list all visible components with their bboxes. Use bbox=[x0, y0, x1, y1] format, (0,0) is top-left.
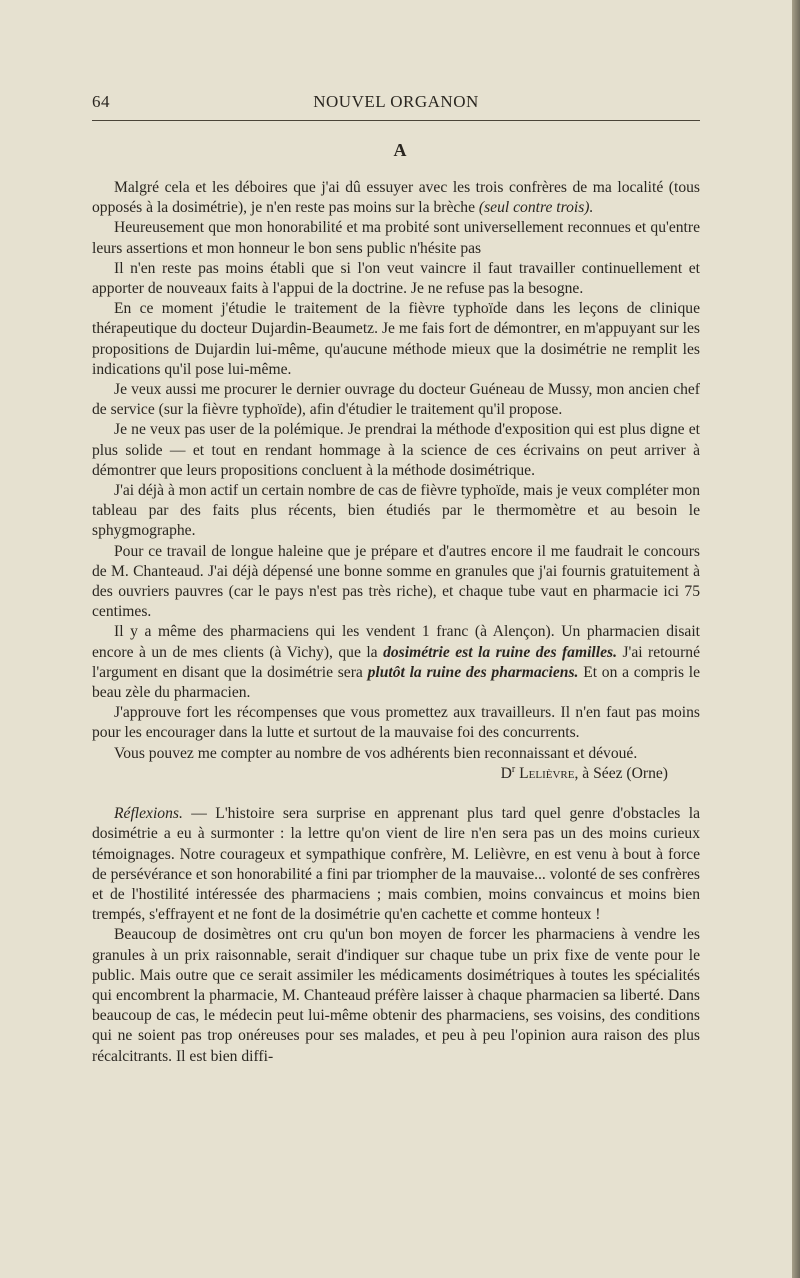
emphasis: plutôt la ruine des pharmaciens. bbox=[367, 663, 579, 681]
paragraph: Malgré cela et les déboires que j'ai dû essuyer avec les trois confrères de ma localité (tous opposés à la dosimétrie), je n'en reste pas moins sur la brèche (seul contre trois). bbox=[92, 179, 700, 217]
reflexions-label: Réflexions. bbox=[114, 805, 183, 823]
emphasis: (seul contre trois). bbox=[478, 199, 594, 217]
paragraph: J'approuve fort les récompenses que vous promettez aux travailleurs. Il n'en faut pas moins pour les encourager dans la lutte et surtout de la mauvaise foi des concurrents. bbox=[92, 704, 700, 742]
paragraph: Pour ce travail de longue haleine que je prépare et d'autres encore il me faudrait le concours de M. Chanteaud. J'ai déjà dépensé une bonne somme en granules que j'ai fournis gratuitement à des ouvriers pauvres (car le pays n'est pas très riche), et chaque tube vaut en pharmacie ici 75 centimes. bbox=[92, 542, 700, 621]
signature: $D^r$ Lelièvre, à Séez (Orne) bbox=[500, 763, 668, 782]
paragraph: Il n'en reste pas moins établi que si l'on veut vaincre il faut travailler continuellement et apporter de nouveaux faits à l'appui de la doctrine. Je ne refuse pas la besogne. bbox=[92, 259, 700, 298]
paragraph: Heureusement que mon honorabilité et ma probité sont universellement reconnues et qu'entre leurs assertions et mon honneur le bon sens public n'hésite pas bbox=[92, 219, 700, 257]
paragraph: J'ai déjà à mon actif un certain nombre de cas de fièvre typhoïde, mais je veux compléter mon tableau par des faits plus récents, bien étudiés par le thermomètre et au besoin le sphygmographe. bbox=[92, 482, 700, 540]
page-edge bbox=[792, 0, 800, 1278]
running-title: NOUVEL ORGANON bbox=[313, 92, 479, 111]
page-number: 64 bbox=[92, 92, 110, 111]
paragraph: Je ne veux pas user de la polémique. Je prendrai la méthode d'exposition qui est plus digne et plus solide — et tout en rendant hommage à la science de ces écrivains on peut arriver à démontrer que leurs propositions concluent à la méthode dosimétrique. bbox=[92, 421, 700, 479]
emphasis: dosimétrie est la ruine des familles. bbox=[383, 643, 617, 661]
author-name: Lelièvre bbox=[519, 764, 575, 782]
header-rule bbox=[92, 120, 700, 121]
paragraph: Je veux aussi me procurer le dernier ouvrage du docteur Guéneau de Mussy, mon ancien chef de service (sur la fièvre typhoïde), afin d'étudier le traitement qu'il propose. bbox=[92, 381, 700, 419]
reflexions-paragraph: Réflexions. — L'histoire sera surprise en apprenant plus tard quel genre d'obstacles la dosimétrie a eu à surmonter : la lettre qu'on vient de lire n'en sera pas un des moins curieux témoignages. Notre courageux et sympathique confrère, M. Lelièvre, en est venu à bout à force de persévérance et son honorabilité a fini par triompher de la mauvaise... volonté de ses confrères et de l'hostilité intéressée des pharmaciens ; mais combien, moins convaincus et moins bien trempés, s'effrayent et ne font de la dosimétrie qu'en cachette et comme honteux ! bbox=[92, 805, 700, 924]
paragraph: En ce moment j'étudie le traitement de la fièvre typhoïde dans les leçons de clinique thérapeutique du docteur Dujardin-Beaumetz. Je me fais fort de démontrer, en m'appuyant sur les propositions de Dujardin lui-même, qu'aucune méthode mieux que la dosimétrie ne remplit les indications qu'il pose lui-même. bbox=[92, 300, 700, 378]
section-mark: A bbox=[393, 140, 407, 160]
body-text bbox=[92, 178, 700, 1067]
paragraph: Il y a même des pharmaciens qui les vendent 1 franc (à Alençon). Un pharmacien disait encore à un de mes clients (à Vichy), que la dosimétrie est la ruine des familles. J'ai retourné l'argument en disant que la dosimétrie sera plutôt la ruine des pharmaciens. Et on a compris le beau zèle du pharmacien. bbox=[92, 623, 700, 702]
paragraph: Beaucoup de dosimètres ont cru qu'un bon moyen de forcer les pharmaciens à vendre les granules à un prix raisonnable, serait d'indiquer sur chaque tube un prix fixe de vente pour le public. Mais outre que ce serait assimiler les médicaments dosimétriques à toutes les spécialités qui encombrent la pharmacie, M. Chanteaud préfère laisser à chaque pharmacien sa liberté. Dans beaucoup de cas, le médecin peut lui-même obtenir des pharmaciens, ses voisins, des conditions qui ne soient pas trop onéreuses pour ses malades, et peu à peu l'opinion aura raison des plus récalcitrants. Il est bien diffi- bbox=[92, 926, 700, 1065]
paragraph: Vous pouvez me compter au nombre de vos adhérents bien reconnaissant et dévoué. bbox=[114, 744, 638, 762]
